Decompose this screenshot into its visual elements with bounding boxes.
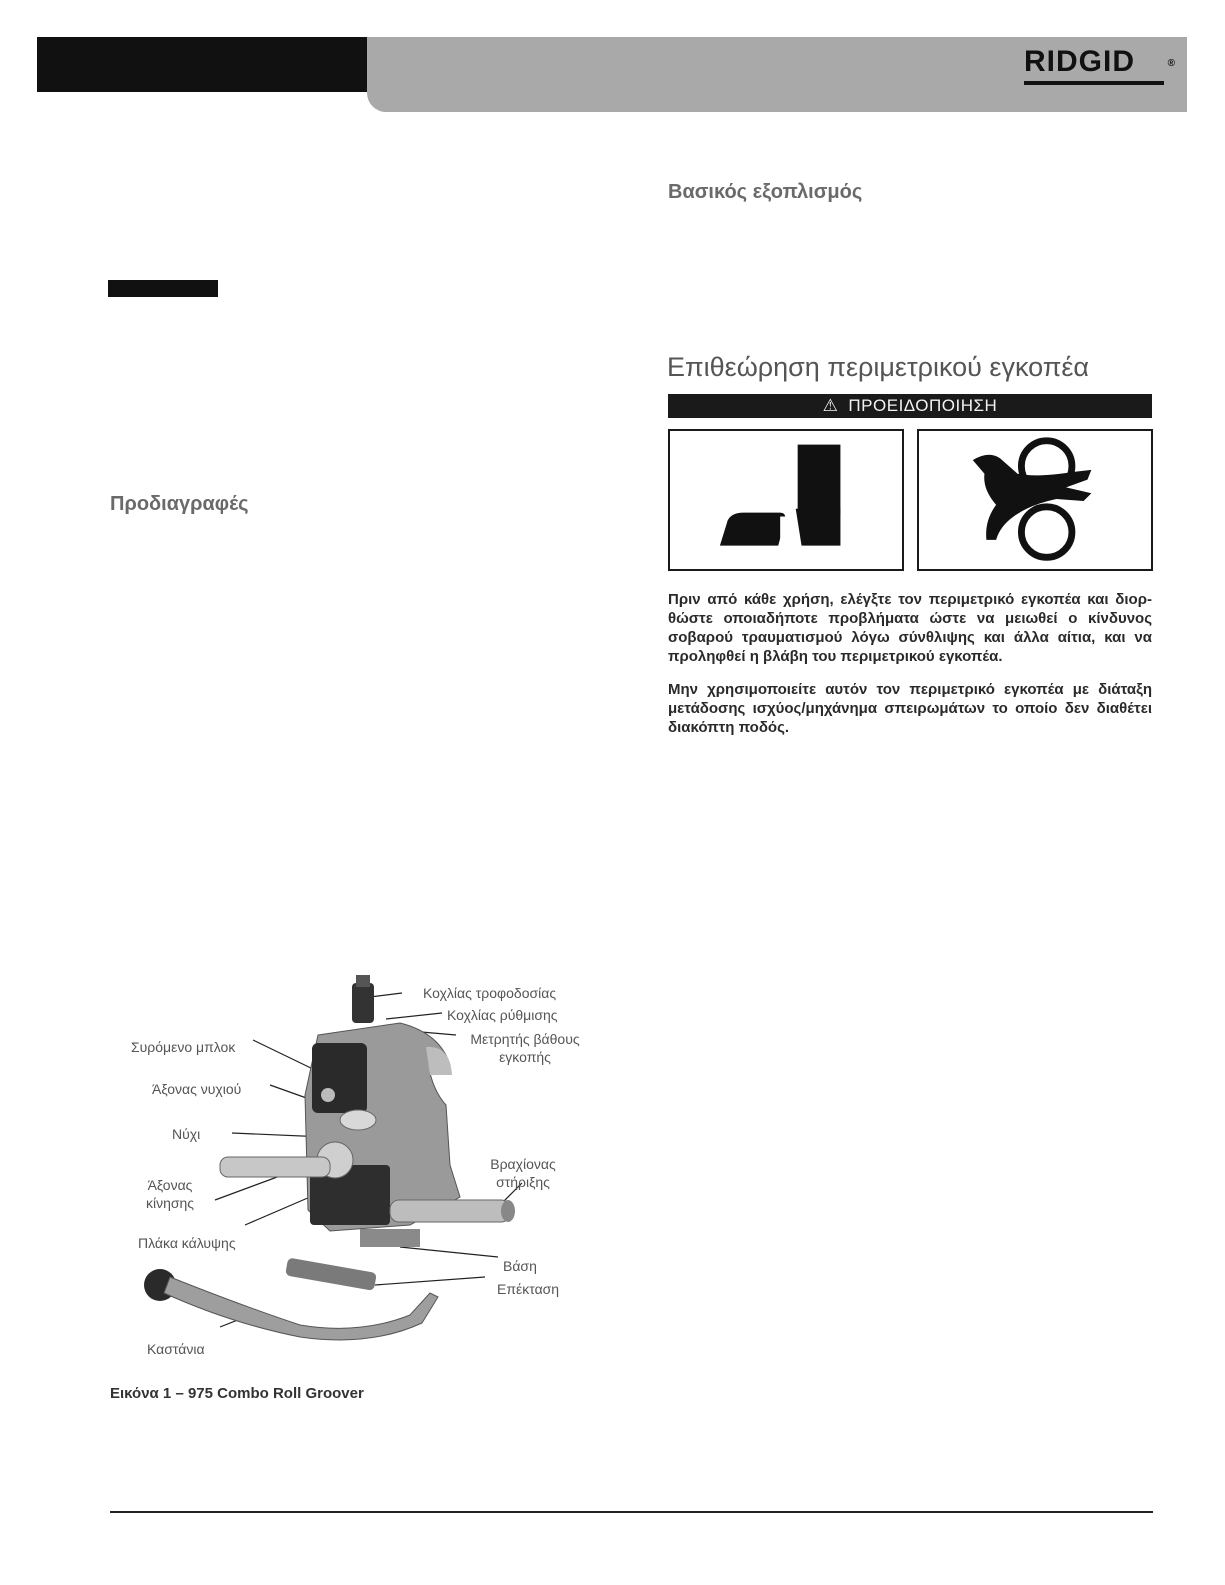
figure-caption: Εικόνα 1 – 975 Combo Roll Groover [110, 1385, 364, 1402]
warning-banner [668, 394, 1152, 418]
warning-label: ΠΡΟΕΙΔΟΠΟΙΗΣΗ [848, 396, 998, 415]
registered-mark: ® [1167, 58, 1176, 69]
brand-name: RIDGID [1024, 45, 1135, 78]
header-gray-lip [367, 93, 1187, 112]
header-black-block [37, 37, 367, 92]
label-slide-block: Συρόμενο μπλοκ [131, 1039, 236, 1055]
label-cover-plate: Πλάκα κάλυψης [138, 1235, 236, 1251]
label-idler: Νύχι [172, 1126, 201, 1142]
label-idler-shaft: Άξονας νυχιού [152, 1081, 242, 1097]
inspection-heading: Επιθεώρηση περιμετρικού εγκοπέα [667, 352, 1090, 382]
label-extension: Επέκταση [497, 1281, 560, 1297]
label-feed-screw: Κοχλίας τροφοδοσίας [423, 985, 557, 1001]
label-adjust-screw: Κοχλίας ρύθμισης [447, 1007, 558, 1023]
ridgid-logo [1024, 45, 1176, 85]
warning-icon: ⚠ [822, 396, 839, 415]
redacted-bar [108, 280, 218, 297]
label-depth-gauge: Μετρητής βάθους εγκοπής [470, 1031, 580, 1065]
warning-paragraph-2: Μην χρησιμοποιείτε αυτόν τον περιμετρικό εγκοπέα με διάταξη μετάδοσης ισχύος/μηχάνημα σπειρωμάτων το οποίο δεν διαθέτει διακόπτη ποδός. [668, 681, 1152, 736]
warning-paragraph-1: Πριν από κάθε χρήση, ελέγξτε τον περιμετρικό εγκοπέα και διορ- θώστε οποιαδήποτε προβλήματα ώστε να μειωθεί ο κίνδυνος σοβαρού τραυματισμού λόγω σύνθλιψης και άλλα αίτια, και να προληφθεί η βλάβη του περιμετρικού εγκοπέα. [668, 591, 1152, 665]
equipment-heading: Βασικός εξοπλισμός [668, 181, 863, 203]
footer-rule [110, 1511, 1153, 1513]
label-support-arm: Βραχίονας στήριξης [490, 1156, 556, 1190]
label-ratchet: Καστάνια [147, 1341, 205, 1357]
label-drive-shaft: Άξονας κίνησης [145, 1177, 195, 1211]
specs-heading: Προδιαγραφές [110, 493, 249, 515]
foot-switch-icon [668, 429, 904, 571]
crush-hazard-icon [917, 429, 1153, 571]
label-base: Βάση [503, 1258, 537, 1274]
